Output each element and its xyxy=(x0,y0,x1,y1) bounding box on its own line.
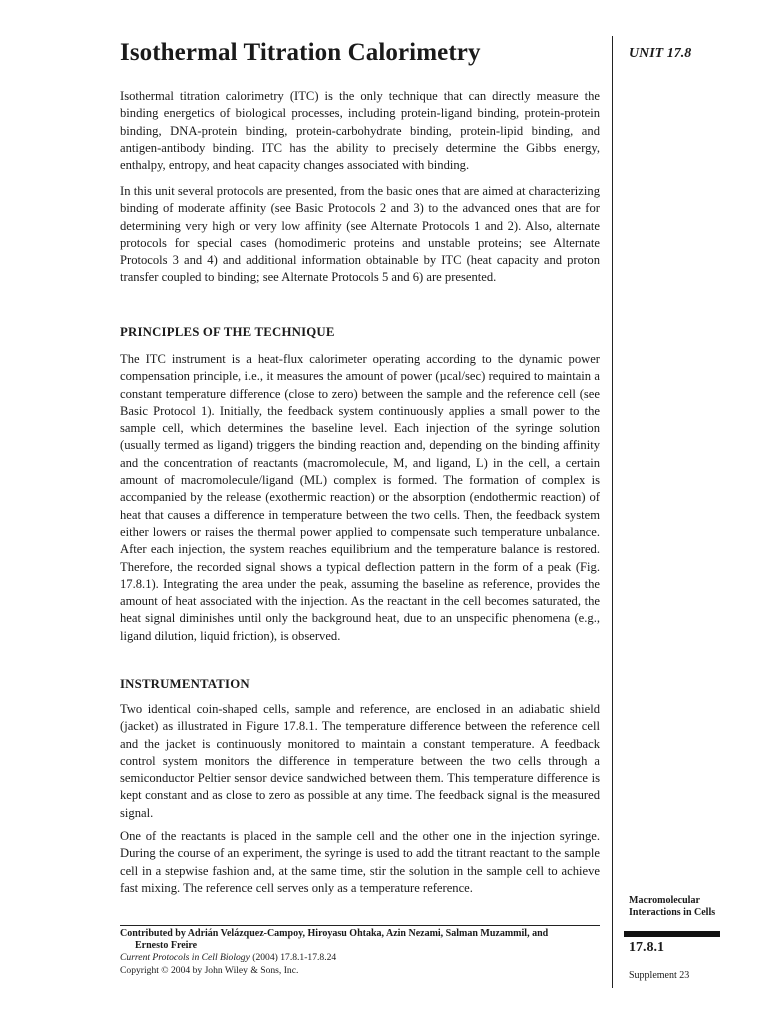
unit-label: UNIT 17.8 xyxy=(629,46,692,61)
page-number: 17.8.1 xyxy=(629,940,664,955)
supplement-label: Supplement 23 xyxy=(629,970,690,981)
principles-paragraph: The ITC instrument is a heat-flux calorimeter operating according to the dynamic power compensation principle, i.e., it measures the amount of power (µcal/sec) required to maintain a constant temperature difference (close to zero) between the sample and the reference cell (see Basic Protocol 1). Initially, the feedback system continuously applies a small power to the sample cell, which determines the baseline level. Each injection of the syringe solution (usually termed as ligand) triggers the binding reaction and, depending on the binding affinity and the concentration of reactants (macromolecule, M, and ligand, L) in the cell, a certain amount of macromolecule/ligand (ML) complex is formed. The formation of complex is accompanied by the release (exothermic reaction) or the absorption (endothermic reaction) of heat that causes a difference in temperature between the two cells. Then, the feedback system either lowers or raises the thermal power applied to compensate such temperature unbalance. After each injection, the system reaches equilibrium and the temperature balance is restored. Therefore, the recorded signal shows a typical deflection pattern in the form of a peak (Fig. 17.8.1). Integrating the area under the peak, assuming the baseline as reference, provides the amount of heat associated with the injection. As the reactant in the cell becomes saturated, the heat signal diminishes until only the background heat, due to an unspecific phenomena (e.g., ligand dilution, liquid friction), is observed. xyxy=(120,352,600,643)
protocols-paragraph: In this unit several protocols are presented, from the basic ones that are aimed at characterizing binding of moderate affinity (see Basic Protocols 2 and 3) to the advanced ones that are for determining very high or very low affinity (see Alternate Protocols 1 and 2). Also, alternate protocols for special cases (homodimeric proteins and unstable proteins; see Alternate Protocols 3 and 4) and additional information obtainable by ITC (heat capacity and proton transfer coupled to binding; see Alternate Protocols 5 and 6) are presented. xyxy=(120,184,600,285)
instrumentation-paragraph-2: One of the reactants is placed in the sample cell and the other one in the injection syringe. During the course of an experiment, the syringe is used to add the titrant reactant to the sample cell in a stepwise fashion and, at the same time, stir the solution in the sample cell to achieve fast mixing. The reference cell serves only as a temperature reference. xyxy=(120,829,600,895)
journal-detail: (2004) 17.8.1-17.8.24 xyxy=(249,952,337,963)
sidebar-divider xyxy=(612,36,613,988)
intro-paragraph: Isothermal titration calorimetry (ITC) is the only technique that can directly measure the binding energetics of biological processes, including protein-ligand binding, protein-protein binding, DNA-protein binding, protein-carbohydrate binding, protein-lipid binding, and antigen-antibody binding. ITC has the ability to precisely determine the Gibbs energy, enthalpy, entropy, and heat capacity changes associated with binding. xyxy=(120,89,600,173)
journal-name: Current Protocols in Cell Biology xyxy=(120,952,250,963)
section-heading-principles: PRINCIPLES OF THE TECHNIQUE xyxy=(120,325,335,339)
contributors xyxy=(120,928,600,952)
journal-citation xyxy=(120,952,336,963)
sidebar-topic: Macromolecular Interactions in Cells xyxy=(629,895,716,918)
sidebar-bar xyxy=(624,931,720,937)
instrumentation-paragraph-1: Two identical coin-shaped cells, sample and reference, are enclosed in an adiabatic shield (jacket) as illustrated in Figure 17.8.1. The temperature difference between the reference cell and the jacket is continuously monitored to maintain a constant temperature. A feedback control system monitors the difference in temperature between the two cells through a semiconductor Peltier sensor device sandwiched between them. This temperature difference is kept constant and as close to zero as possible at any time. The feedback signal is the measured signal. xyxy=(120,702,600,820)
contributors-line-2: Ernesto Freire xyxy=(135,940,198,951)
footer-divider xyxy=(120,925,600,926)
copyright-notice: Copyright © 2004 by John Wiley & Sons, Inc. xyxy=(120,965,299,976)
page-title: Isothermal Titration Calorimetry xyxy=(120,39,481,66)
section-heading-instrumentation: INSTRUMENTATION xyxy=(120,677,250,691)
contributors-line-1: Contributed by Adrián Velázquez-Campoy, Hiroyasu Ohtaka, Azin Nezami, Salman Muzammil, and xyxy=(120,928,549,939)
